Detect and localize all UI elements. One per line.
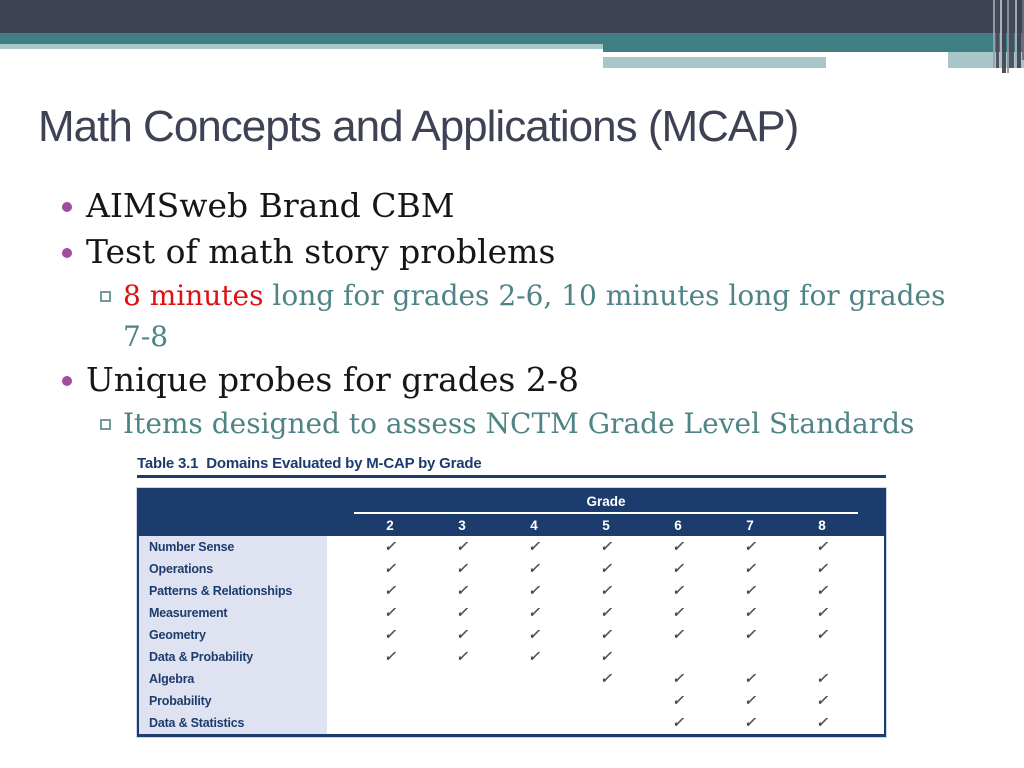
grade-group-header: Grade bbox=[354, 494, 858, 514]
check-icon: ✓ bbox=[456, 582, 468, 598]
check-icon: ✓ bbox=[744, 670, 756, 686]
bullet-square-icon bbox=[100, 419, 111, 430]
text-run: 7-8 bbox=[123, 320, 169, 353]
check-cell bbox=[642, 604, 714, 622]
check-icon: ✓ bbox=[456, 626, 468, 642]
check-icon: ✓ bbox=[384, 604, 396, 620]
caption-rule bbox=[137, 475, 886, 478]
check-cell bbox=[354, 648, 426, 666]
check-icon: ✓ bbox=[456, 604, 468, 620]
bullet-text bbox=[123, 275, 990, 357]
check-cell bbox=[498, 582, 570, 600]
check-icon: ✓ bbox=[816, 604, 828, 620]
check-icon: ✓ bbox=[600, 538, 612, 554]
check-icon: ✓ bbox=[528, 604, 540, 620]
check-cell bbox=[642, 538, 714, 556]
check-icon: ✓ bbox=[600, 648, 612, 664]
check-cell bbox=[786, 560, 858, 578]
check-icon: ✓ bbox=[744, 582, 756, 598]
check-icon: ✓ bbox=[600, 560, 612, 576]
check-cell bbox=[642, 670, 714, 688]
check-icon: ✓ bbox=[528, 538, 540, 554]
check-cell bbox=[714, 692, 786, 710]
check-icon: ✓ bbox=[600, 604, 612, 620]
check-icon: ✓ bbox=[528, 582, 540, 598]
check-cell bbox=[786, 538, 858, 556]
check-cell bbox=[498, 626, 570, 644]
check-cell bbox=[642, 692, 714, 710]
check-icon: ✓ bbox=[528, 560, 540, 576]
check-cell bbox=[642, 560, 714, 578]
check-cell bbox=[354, 604, 426, 622]
check-cell bbox=[426, 626, 498, 644]
text-run: Unique probes for grades 2-8 bbox=[86, 360, 580, 399]
table-row bbox=[139, 646, 884, 668]
check-cell bbox=[570, 670, 642, 688]
bullet-text bbox=[86, 183, 990, 229]
check-cell bbox=[786, 604, 858, 622]
bullet-item bbox=[40, 229, 990, 275]
check-cell bbox=[786, 714, 858, 732]
mcap-table-figure bbox=[137, 455, 886, 737]
grade-column-header: 5 bbox=[602, 517, 610, 533]
check-icon: ✓ bbox=[744, 714, 756, 730]
check-cell bbox=[570, 626, 642, 644]
row-label: Measurement bbox=[139, 602, 327, 624]
row-label: Geometry bbox=[139, 624, 327, 646]
check-icon: ✓ bbox=[744, 626, 756, 642]
bullet-square-icon bbox=[100, 291, 111, 302]
check-icon: ✓ bbox=[816, 626, 828, 642]
table-header-columns-row bbox=[139, 514, 884, 536]
check-cell bbox=[570, 538, 642, 556]
check-icon: ✓ bbox=[672, 582, 684, 598]
check-icon: ✓ bbox=[816, 714, 828, 730]
table-row bbox=[139, 602, 884, 624]
deco-step-teal bbox=[603, 33, 1024, 52]
table-body bbox=[139, 536, 884, 734]
grade-column-header: 8 bbox=[818, 517, 826, 533]
check-icon: ✓ bbox=[744, 560, 756, 576]
check-cell bbox=[426, 604, 498, 622]
bullet-text bbox=[123, 403, 990, 444]
deco-bar-dark bbox=[0, 0, 1024, 33]
check-icon: ✓ bbox=[816, 538, 828, 554]
check-cell bbox=[714, 626, 786, 644]
check-cell bbox=[570, 560, 642, 578]
check-cell bbox=[570, 648, 642, 666]
check-cell bbox=[354, 626, 426, 644]
check-cell bbox=[498, 538, 570, 556]
check-icon: ✓ bbox=[672, 560, 684, 576]
check-cell bbox=[354, 560, 426, 578]
check-icon: ✓ bbox=[384, 560, 396, 576]
check-cell bbox=[426, 648, 498, 666]
check-cell bbox=[642, 626, 714, 644]
check-icon: ✓ bbox=[672, 538, 684, 554]
grade-column-header: 4 bbox=[530, 517, 538, 533]
check-icon: ✓ bbox=[456, 648, 468, 664]
sub-bullet-item bbox=[40, 275, 990, 357]
check-cell bbox=[786, 692, 858, 710]
bullet-dot-icon bbox=[62, 376, 72, 386]
bullet-item bbox=[40, 183, 990, 229]
check-cell bbox=[642, 582, 714, 600]
table-header-group-row bbox=[139, 488, 884, 514]
mcap-table bbox=[137, 488, 886, 737]
check-icon: ✓ bbox=[816, 670, 828, 686]
text-run: AIMSweb Brand CBM bbox=[86, 186, 455, 225]
check-cell bbox=[786, 626, 858, 644]
table-row bbox=[139, 536, 884, 558]
grade-column-header: 7 bbox=[746, 517, 754, 533]
table-caption: Table 3.1 Domains Evaluated by M-CAP by Grade bbox=[137, 455, 482, 472]
table-row bbox=[139, 668, 884, 690]
check-icon: ✓ bbox=[384, 648, 396, 664]
check-cell bbox=[714, 582, 786, 600]
check-cell bbox=[714, 714, 786, 732]
deco-white-patch bbox=[826, 57, 948, 68]
check-cell bbox=[426, 560, 498, 578]
check-icon: ✓ bbox=[816, 692, 828, 708]
check-icon: ✓ bbox=[672, 604, 684, 620]
row-label: Patterns & Relationships bbox=[139, 580, 327, 602]
table-row bbox=[139, 558, 884, 580]
text-run: Test of math story problems bbox=[86, 232, 556, 271]
check-icon: ✓ bbox=[456, 538, 468, 554]
check-cell bbox=[498, 604, 570, 622]
deco-bar-light-teal bbox=[0, 44, 608, 49]
check-icon: ✓ bbox=[384, 626, 396, 642]
text-run: Items designed to assess NCTM Grade Level Standards bbox=[123, 407, 915, 440]
check-icon: ✓ bbox=[600, 626, 612, 642]
row-label: Data & Probability bbox=[139, 646, 327, 668]
grade-column-header: 2 bbox=[386, 517, 394, 533]
text-run: 8 minutes bbox=[123, 279, 264, 312]
check-icon: ✓ bbox=[528, 648, 540, 664]
bullet-text bbox=[86, 229, 990, 275]
table-row bbox=[139, 690, 884, 712]
check-cell bbox=[570, 604, 642, 622]
deco-bar-teal bbox=[0, 33, 1024, 44]
check-icon: ✓ bbox=[744, 692, 756, 708]
text-run: long for grades 2-6, 10 minutes long for grades bbox=[263, 279, 946, 312]
deco-white-stripe bbox=[603, 52, 948, 57]
check-cell bbox=[354, 582, 426, 600]
table-row bbox=[139, 580, 884, 602]
bullet-dot-icon bbox=[62, 248, 72, 258]
check-cell bbox=[426, 582, 498, 600]
check-cell bbox=[714, 538, 786, 556]
check-cell bbox=[354, 538, 426, 556]
check-cell bbox=[714, 670, 786, 688]
check-icon: ✓ bbox=[600, 670, 612, 686]
check-cell bbox=[570, 582, 642, 600]
check-icon: ✓ bbox=[672, 692, 684, 708]
grade-column-header: 3 bbox=[458, 517, 466, 533]
row-label: Operations bbox=[139, 558, 327, 580]
check-icon: ✓ bbox=[528, 626, 540, 642]
check-icon: ✓ bbox=[672, 714, 684, 730]
check-cell bbox=[642, 714, 714, 732]
check-icon: ✓ bbox=[600, 582, 612, 598]
check-icon: ✓ bbox=[384, 582, 396, 598]
slide-title: Math Concepts and Applications (MCAP) bbox=[38, 102, 799, 151]
check-icon: ✓ bbox=[816, 560, 828, 576]
row-label: Data & Statistics bbox=[139, 712, 327, 734]
bullet-list bbox=[40, 183, 990, 444]
check-cell bbox=[786, 582, 858, 600]
bullet-item bbox=[40, 357, 990, 403]
sub-bullet-item bbox=[40, 403, 990, 444]
check-cell bbox=[714, 604, 786, 622]
row-label: Probability bbox=[139, 690, 327, 712]
check-icon: ✓ bbox=[456, 560, 468, 576]
bullet-text bbox=[86, 357, 990, 403]
check-cell bbox=[714, 560, 786, 578]
check-cell bbox=[498, 560, 570, 578]
bullet-dot-icon bbox=[62, 202, 72, 212]
table-row bbox=[139, 624, 884, 646]
check-cell bbox=[426, 538, 498, 556]
deco-step-light-teal bbox=[603, 52, 1024, 68]
check-icon: ✓ bbox=[384, 538, 396, 554]
check-icon: ✓ bbox=[744, 604, 756, 620]
row-label: Number Sense bbox=[139, 536, 327, 558]
row-label: Algebra bbox=[139, 668, 327, 690]
grade-column-header: 6 bbox=[674, 517, 682, 533]
check-icon: ✓ bbox=[672, 670, 684, 686]
check-cell bbox=[498, 648, 570, 666]
check-icon: ✓ bbox=[816, 582, 828, 598]
check-cell bbox=[786, 670, 858, 688]
check-icon: ✓ bbox=[744, 538, 756, 554]
table-row bbox=[139, 712, 884, 734]
check-icon: ✓ bbox=[672, 626, 684, 642]
